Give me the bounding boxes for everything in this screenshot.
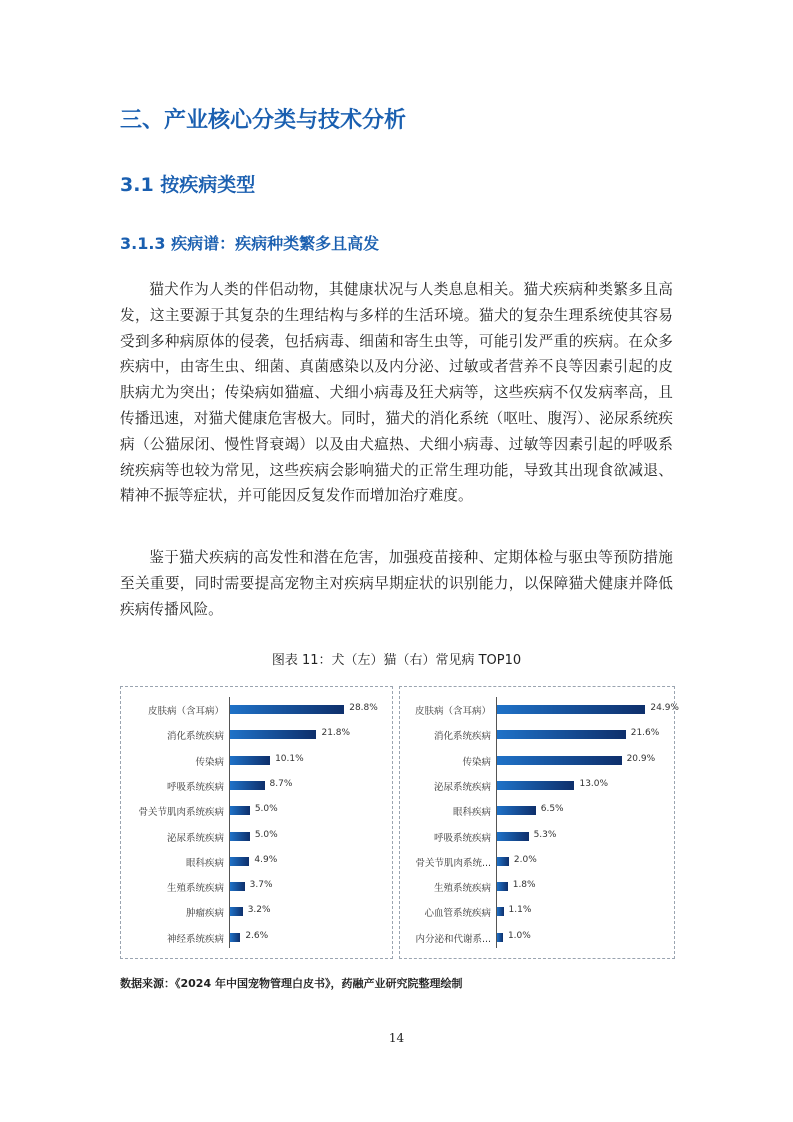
bar [497,756,622,765]
bar [230,882,245,891]
bar [497,857,509,866]
value-label: 20.9% [626,753,656,764]
category-label: 骨关节肌肉系统疾病 [138,807,224,819]
bar [230,806,250,815]
bar [230,832,250,841]
category-label: 传染病 [195,756,224,768]
chart-row [121,725,392,745]
chart-row [121,852,392,872]
chart-row [400,700,679,720]
category-label: 呼吸系统疾病 [433,832,491,844]
chart-row [400,827,674,847]
category-label: 内分泌和代谢系... [415,933,491,945]
paragraph-2: 鉴于猫犬疾病的高发性和潜在危害，加强疫苗接种、定期体检与驱虫等预防措施至关重要，同时需要提高宠物主对疾病早期症状的识别能力，以保障猫犬健康并降低疾病传播风险。 [120,549,673,618]
category-label: 神经系统疾病 [166,933,224,945]
section-heading: 三、产业核心分类与技术分析 [120,108,407,133]
page-number: 14 [388,1031,405,1045]
data-source: 数据来源：《2024 年中国宠物管理白皮书》，药融产业研究院整理绘制 [120,977,463,990]
chart-row [400,751,674,771]
category-label: 泌尿系统疾病 [166,832,224,844]
category-label: 心血管系统疾病 [424,908,491,920]
category-label: 眼科疾病 [185,857,224,869]
bar [497,730,626,739]
value-label: 5.0% [254,829,278,840]
bar [497,705,645,714]
category-label: 生殖系统疾病 [433,883,491,895]
chart-row [121,700,392,720]
category-label: 皮肤病（含耳病） [414,706,491,717]
value-label: 2.6% [245,930,269,941]
value-label: 1.1% [508,905,532,916]
value-label: 13.0% [579,778,609,789]
bar [230,730,316,739]
chart-row [400,877,674,897]
value-label: 3.7% [249,880,273,891]
category-label: 泌尿系统疾病 [433,781,491,793]
bar [230,933,240,942]
category-label: 骨关节肌肉系统... [415,857,491,869]
subsubsection-heading: 3.1.3 疾病谱：疾病种类繁多且高发 [120,234,380,253]
category-label: 消化系统疾病 [433,731,491,743]
category-label: 肿瘤疾病 [185,908,224,920]
figure-title: 图表 11：犬（左）猫（右）常见病 TOP10 [271,653,522,668]
category-label: 呼吸系统疾病 [166,781,224,793]
bar [497,882,508,891]
dog-disease-chart [120,686,393,959]
category-label: 眼科疾病 [452,807,491,819]
chart-row [121,902,392,922]
value-label: 1.8% [512,880,536,891]
category-label: 传染病 [462,756,491,768]
chart-row [121,877,392,897]
category-label: 生殖系统疾病 [166,883,224,895]
value-label: 10.1% [275,753,304,764]
paragraph-1: 猫犬作为人类的伴侣动物，其健康状况与人类息息相关。猫犬疾病种类繁多且高发，这主要源于其复杂的生理结构与多样的生活环境。猫犬的复杂生理系统使其容易受到多种病原体的侵袭，包括病毒、细菌和寄生虫等，可能引发严重的疾病。在众多疾病中，由寄生虫、细菌、真菌感染以及内分泌、过敏或者营养不良等因素引起的皮肤病尤为突出；传染病如猫瘟、犬细小病毒及狂犬病等，这些疾病不仅发病率高，且传播迅速，对猫犬健康危害极大。同时，猫犬的消化系统（呕吐、腹泻）、泌尿系统疾病（公猫尿闭、慢性肾衰竭）以及由犬瘟热、犬细小病毒、过敏等因素引起的呼吸系统疾病等也较为常见，这些疾病会影响猫犬的正常生理功能，导致其出现食欲减退、精神不振等症状，并可能因反复发作而增加治疗难度。 [120,281,673,505]
chart-row [121,751,392,771]
bar [497,806,536,815]
value-label: 5.0% [254,804,278,815]
value-label: 21.6% [630,728,660,739]
value-label: 28.8% [349,703,378,713]
value-label: 8.7% [269,778,293,789]
chart-row [121,827,392,847]
value-label: 4.9% [254,854,278,865]
value-label: 2.0% [513,854,537,865]
chart-row [400,852,674,872]
chart-row [400,928,674,948]
bar [230,907,243,916]
bar [497,781,574,790]
category-label: 消化系统疾病 [166,731,224,743]
chart-row [121,801,392,821]
bar [230,857,249,866]
value-label: 21.8% [321,728,351,739]
cat-disease-chart [399,686,679,959]
bar [497,832,529,841]
bar [497,907,504,916]
value-label: 1.0% [507,930,531,941]
chart-row [121,776,392,796]
subsection-heading: 3.1 按疾病类型 [120,174,256,196]
bar [230,756,270,765]
value-label: 5.3% [533,829,557,840]
chart-row [121,928,392,948]
chart-row [400,725,674,745]
chart-row [400,776,674,796]
value-label: 6.5% [540,804,564,815]
bar [230,705,344,714]
value-label: 24.9% [650,703,679,713]
chart-row [400,902,674,922]
bar [230,781,265,790]
bar [497,933,503,942]
chart-row [400,801,674,821]
category-label: 皮肤病（含耳病） [147,706,224,717]
value-label: 3.2% [247,905,271,916]
